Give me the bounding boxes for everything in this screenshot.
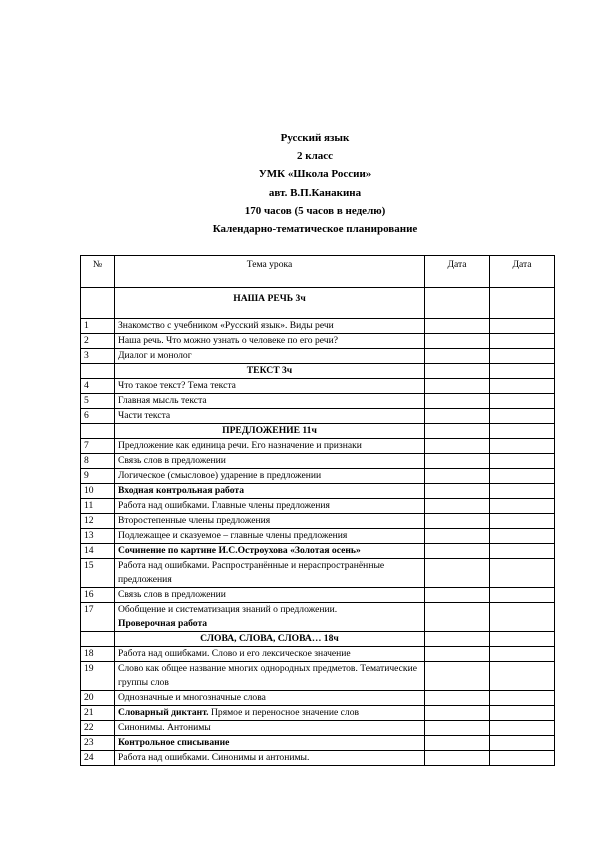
subject-title: Русский язык bbox=[280, 132, 350, 144]
date-cell bbox=[490, 721, 555, 736]
date-cell bbox=[490, 647, 555, 662]
lesson-number: 19 bbox=[81, 662, 115, 691]
date-cell bbox=[425, 454, 490, 469]
lesson-topic-text: Однозначные и многозначные слова bbox=[118, 692, 266, 703]
date-cell bbox=[490, 379, 555, 394]
lesson-number: 5 bbox=[81, 394, 115, 409]
lesson-topic-text: Знакомство с учебником «Русский язык». Виды речи bbox=[118, 320, 334, 331]
table-row bbox=[81, 469, 555, 484]
lesson-topic bbox=[115, 751, 425, 766]
date-cell bbox=[490, 529, 555, 544]
lesson-topic bbox=[115, 647, 425, 662]
date-cell bbox=[425, 409, 490, 424]
lesson-topic bbox=[115, 662, 425, 691]
lesson-topic-text: Предложение как единица речи. Его назначение и признаки bbox=[118, 440, 362, 451]
hours-label: 170 часов (5 часов в неделю) bbox=[244, 204, 386, 217]
lesson-number: 12 bbox=[81, 514, 115, 529]
date-cell bbox=[490, 662, 555, 691]
lesson-topic bbox=[115, 439, 425, 454]
table-row bbox=[81, 588, 555, 603]
table-row bbox=[81, 379, 555, 394]
lesson-topic-text: Прямое и переносное значение слов bbox=[208, 707, 360, 718]
lesson-topic bbox=[115, 409, 425, 424]
lesson-number: 21 bbox=[81, 706, 115, 721]
date-cell bbox=[490, 588, 555, 603]
author-label: авт. В.П.Канакина bbox=[268, 186, 362, 199]
date-cell bbox=[490, 751, 555, 766]
date-cell bbox=[490, 706, 555, 721]
lesson-topic-text: Части текста bbox=[118, 410, 171, 421]
lesson-topic-extra: Проверочная работа bbox=[118, 618, 208, 629]
date-cell bbox=[490, 499, 555, 514]
lesson-number: 8 bbox=[81, 454, 115, 469]
date-cell bbox=[425, 364, 490, 379]
lesson-number: 22 bbox=[81, 721, 115, 736]
lesson-number: 9 bbox=[81, 469, 115, 484]
lesson-number: 16 bbox=[81, 588, 115, 603]
column-header-date-1: Дата bbox=[425, 256, 490, 288]
date-cell bbox=[490, 319, 555, 334]
date-cell bbox=[425, 588, 490, 603]
lesson-topic bbox=[115, 454, 425, 469]
table-row bbox=[81, 394, 555, 409]
column-header-date-2: Дата bbox=[490, 256, 555, 288]
date-cell bbox=[425, 288, 490, 319]
table-row bbox=[81, 319, 555, 334]
section-row bbox=[81, 632, 555, 647]
date-cell bbox=[425, 484, 490, 499]
date-cell bbox=[425, 632, 490, 647]
lesson-number: 15 bbox=[81, 559, 115, 588]
section-row bbox=[81, 364, 555, 379]
lesson-topic-text: Обобщение и систематизация знаний о предложении. bbox=[118, 604, 338, 615]
table-header-row bbox=[81, 256, 555, 288]
section-title-cell: ТЕКСТ 3ч bbox=[115, 364, 425, 379]
table-row bbox=[81, 514, 555, 529]
date-cell bbox=[425, 379, 490, 394]
lesson-number: 13 bbox=[81, 529, 115, 544]
lesson-topic-text: Слово как общее название многих однородных предметов. Тематические группы слов bbox=[118, 663, 417, 688]
lesson-topic-text: Работа над ошибками. Распространённые и нераспространённые предложения bbox=[118, 560, 385, 585]
date-cell bbox=[490, 394, 555, 409]
date-cell bbox=[490, 349, 555, 364]
curriculum-label: УМК «Школа России» bbox=[258, 168, 372, 181]
lesson-topic-text: Контрольное списывание bbox=[118, 737, 230, 748]
date-cell bbox=[490, 484, 555, 499]
section-number-cell bbox=[81, 632, 115, 647]
lesson-topic-text: Входная контрольная работа bbox=[118, 485, 245, 496]
section-row bbox=[81, 424, 555, 439]
lesson-topic bbox=[115, 691, 425, 706]
lesson-topic-text: Второстепенные члены предложения bbox=[118, 515, 271, 526]
lesson-topic bbox=[115, 349, 425, 364]
column-header-number: № bbox=[81, 256, 115, 288]
lesson-topic bbox=[115, 603, 425, 632]
date-cell bbox=[490, 544, 555, 559]
date-cell bbox=[490, 632, 555, 647]
date-cell bbox=[425, 544, 490, 559]
grade-label: 2 класс bbox=[296, 150, 334, 163]
table-row bbox=[81, 603, 555, 632]
date-cell bbox=[490, 364, 555, 379]
table-row bbox=[81, 721, 555, 736]
date-cell bbox=[425, 721, 490, 736]
lesson-topic-text: Подлежащее и сказуемое – главные члены предложения bbox=[118, 530, 348, 541]
date-cell bbox=[425, 499, 490, 514]
lesson-topic bbox=[115, 469, 425, 484]
table-row bbox=[81, 439, 555, 454]
section-number-cell bbox=[81, 424, 115, 439]
table-row bbox=[81, 334, 555, 349]
date-cell bbox=[490, 424, 555, 439]
lesson-topic bbox=[115, 721, 425, 736]
section-number-cell bbox=[81, 364, 115, 379]
date-cell bbox=[425, 319, 490, 334]
lesson-topic bbox=[115, 514, 425, 529]
date-cell bbox=[425, 424, 490, 439]
lesson-topic bbox=[115, 544, 425, 559]
lesson-number: 18 bbox=[81, 647, 115, 662]
table-row bbox=[81, 691, 555, 706]
lesson-topic-text: Работа над ошибками. Главные члены предложения bbox=[118, 500, 330, 511]
date-cell bbox=[425, 439, 490, 454]
table-row bbox=[81, 349, 555, 364]
date-cell bbox=[425, 469, 490, 484]
date-cell bbox=[425, 559, 490, 588]
date-cell bbox=[425, 514, 490, 529]
date-cell bbox=[490, 514, 555, 529]
table-row bbox=[81, 454, 555, 469]
date-cell bbox=[490, 439, 555, 454]
date-cell bbox=[490, 603, 555, 632]
lesson-topic bbox=[115, 334, 425, 349]
table-row bbox=[81, 662, 555, 691]
date-cell bbox=[490, 469, 555, 484]
table-row bbox=[81, 647, 555, 662]
lesson-topic bbox=[115, 499, 425, 514]
lesson-number: 17 bbox=[81, 603, 115, 632]
date-cell bbox=[425, 603, 490, 632]
date-cell bbox=[490, 334, 555, 349]
date-cell bbox=[425, 736, 490, 751]
date-cell bbox=[425, 706, 490, 721]
plan-title: Календарно-тематическое планирование bbox=[212, 223, 418, 236]
lesson-topic-text: Главная мысль текста bbox=[118, 395, 207, 406]
date-cell bbox=[425, 394, 490, 409]
table-row bbox=[81, 736, 555, 751]
lesson-topic-text: Сочинение по картине И.С.Остроухова «Золотая осень» bbox=[118, 545, 361, 556]
lesson-topic-text: Связь слов в предложении bbox=[118, 455, 226, 466]
lesson-number: 7 bbox=[81, 439, 115, 454]
date-cell bbox=[490, 454, 555, 469]
date-cell bbox=[425, 529, 490, 544]
date-cell bbox=[425, 349, 490, 364]
table-row bbox=[81, 751, 555, 766]
date-cell bbox=[425, 334, 490, 349]
date-cell bbox=[490, 559, 555, 588]
table-row bbox=[81, 544, 555, 559]
date-cell bbox=[425, 691, 490, 706]
section-title-cell: НАША РЕЧЬ 3ч bbox=[115, 288, 425, 319]
lesson-number: 20 bbox=[81, 691, 115, 706]
lesson-topic-text: Работа над ошибками. Синонимы и антонимы. bbox=[118, 752, 310, 763]
lesson-topic-text: Диалог и монолог bbox=[118, 350, 192, 361]
lesson-topic bbox=[115, 319, 425, 334]
date-cell bbox=[425, 647, 490, 662]
lesson-plan-table bbox=[80, 255, 555, 766]
date-cell bbox=[490, 691, 555, 706]
lesson-topic bbox=[115, 529, 425, 544]
lesson-topic bbox=[115, 379, 425, 394]
section-title-cell: ПРЕДЛОЖЕНИЕ 11ч bbox=[115, 424, 425, 439]
lesson-number: 14 bbox=[81, 544, 115, 559]
table-row bbox=[81, 409, 555, 424]
date-cell bbox=[490, 736, 555, 751]
lesson-topic bbox=[115, 588, 425, 603]
table-row bbox=[81, 484, 555, 499]
column-header-topic: Тема урока bbox=[115, 256, 425, 288]
lesson-topic-text: Связь слов в предложении bbox=[118, 589, 226, 600]
date-cell bbox=[425, 662, 490, 691]
lesson-topic bbox=[115, 394, 425, 409]
table-row bbox=[81, 529, 555, 544]
section-title-cell: СЛОВА, СЛОВА, СЛОВА… 18ч bbox=[115, 632, 425, 647]
lesson-number: 3 bbox=[81, 349, 115, 364]
lesson-topic-text: Работа над ошибками. Слово и его лексическое значение bbox=[118, 648, 351, 659]
lesson-topic-text: Синонимы. Антонимы bbox=[118, 722, 211, 733]
lesson-topic-text: Логическое (смысловое) ударение в предложении bbox=[118, 470, 322, 481]
date-cell bbox=[425, 751, 490, 766]
document-header bbox=[0, 129, 595, 238]
lesson-topic bbox=[115, 706, 425, 721]
lesson-number: 24 bbox=[81, 751, 115, 766]
lesson-topic bbox=[115, 736, 425, 751]
section-number-cell bbox=[81, 288, 115, 319]
lesson-topic-text: Наша речь. Что можно узнать о человеке по его речи? bbox=[118, 335, 339, 346]
table-row bbox=[81, 559, 555, 588]
date-cell bbox=[490, 409, 555, 424]
lesson-number: 23 bbox=[81, 736, 115, 751]
section-row bbox=[81, 288, 555, 319]
lesson-number: 10 bbox=[81, 484, 115, 499]
lesson-topic-text: Что такое текст? Тема текста bbox=[118, 380, 236, 391]
date-cell bbox=[490, 288, 555, 319]
lesson-topic-bold: Словарный диктант. bbox=[118, 707, 209, 718]
lesson-number: 4 bbox=[81, 379, 115, 394]
lesson-number: 2 bbox=[81, 334, 115, 349]
table-body bbox=[81, 288, 555, 766]
lesson-number: 6 bbox=[81, 409, 115, 424]
lesson-topic bbox=[115, 484, 425, 499]
table-row bbox=[81, 706, 555, 721]
lesson-number: 11 bbox=[81, 499, 115, 514]
table-row bbox=[81, 499, 555, 514]
lesson-number: 1 bbox=[81, 319, 115, 334]
lesson-topic bbox=[115, 559, 425, 588]
